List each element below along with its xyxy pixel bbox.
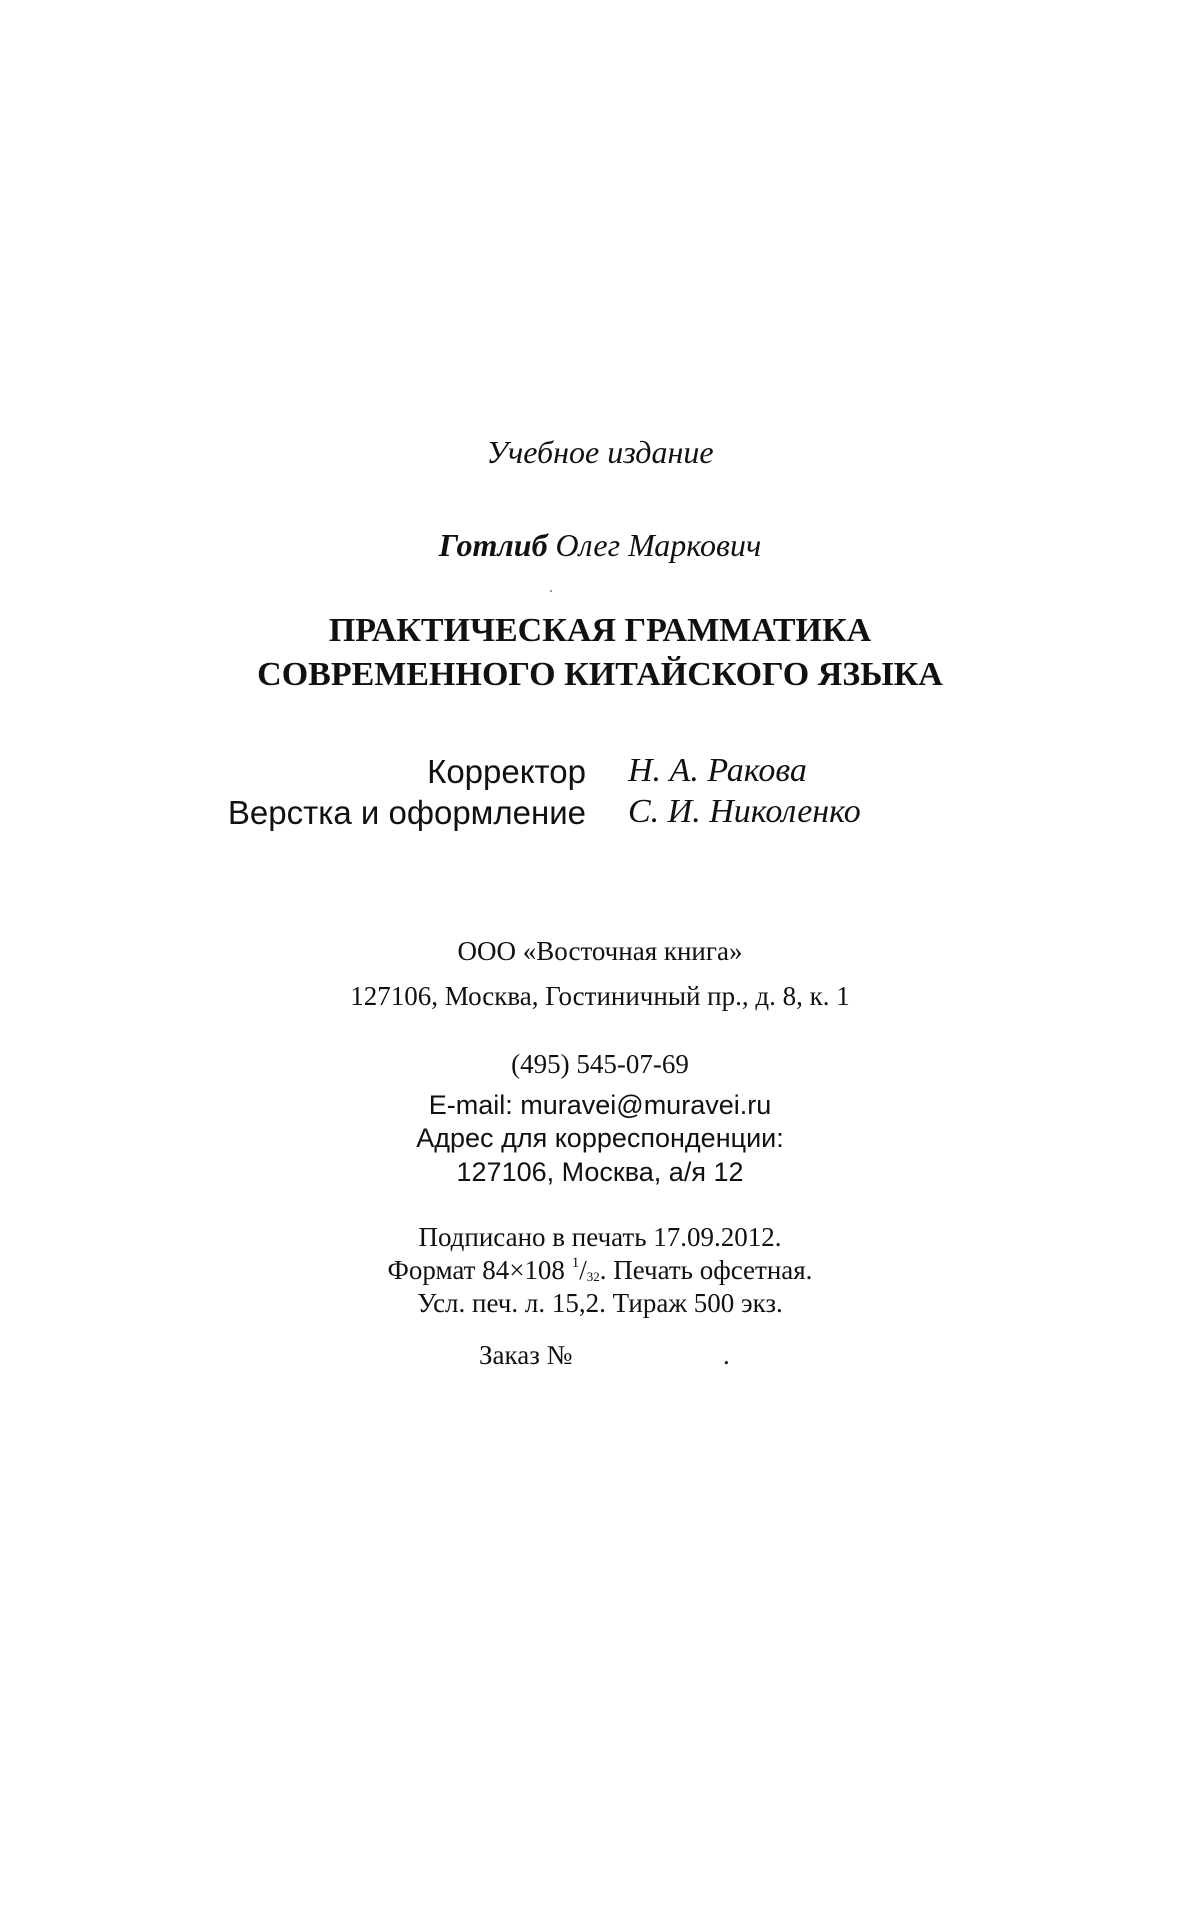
credit-name-proofreader: Н. А. Ракова [628,752,807,789]
print-format-suffix: . Печать офсетная. [599,1255,813,1285]
print-format-numerator: 1 [571,1255,580,1271]
order-number-end: . [723,1340,730,1370]
print-format-slash: / [579,1255,587,1285]
print-volume-run: Усл. печ. л. 15,2. Тираж 500 экз. [417,1288,783,1318]
author-given-names: Олег Маркович [555,527,762,563]
publisher-address: 127106, Москва, Гостиничный пр., д. 8, к. 1 [350,981,850,1011]
credit-role-layout: Верстка и оформление [227,794,586,831]
publisher-email: E-mail: muravei@muravei.ru [428,1090,772,1120]
print-format-denominator: 32 [586,1269,600,1284]
edition-type: Учебное издание [486,434,714,470]
author-surname: Готлиб [438,527,548,563]
publisher-name: ООО «Восточная книга» [457,936,743,966]
publisher-phone: (495) 545-07-69 [511,1049,689,1079]
credit-role-proofreader: Корректор [427,753,586,790]
book-title-line2: СОВРЕМЕННОГО КИТАЙСКОГО ЯЗЫКА [257,656,943,693]
print-format [0,1255,1200,1286]
book-title-line1: ПРАКТИЧЕСКАЯ ГРАММАТИКА [328,612,872,649]
credit-name-layout: С. И. Николенко [628,793,861,830]
author-name [0,527,1200,564]
mailing-label: Адрес для корреспонденции: [416,1123,784,1153]
divider-dot [550,590,552,592]
order-number-label: Заказ № [479,1340,573,1370]
mailing-address: 127106, Москва, а/я 12 [456,1157,744,1187]
print-signed-date: Подписано в печать 17.09.2012. [418,1222,782,1252]
print-format-prefix: Формат 84×108 [387,1255,565,1285]
